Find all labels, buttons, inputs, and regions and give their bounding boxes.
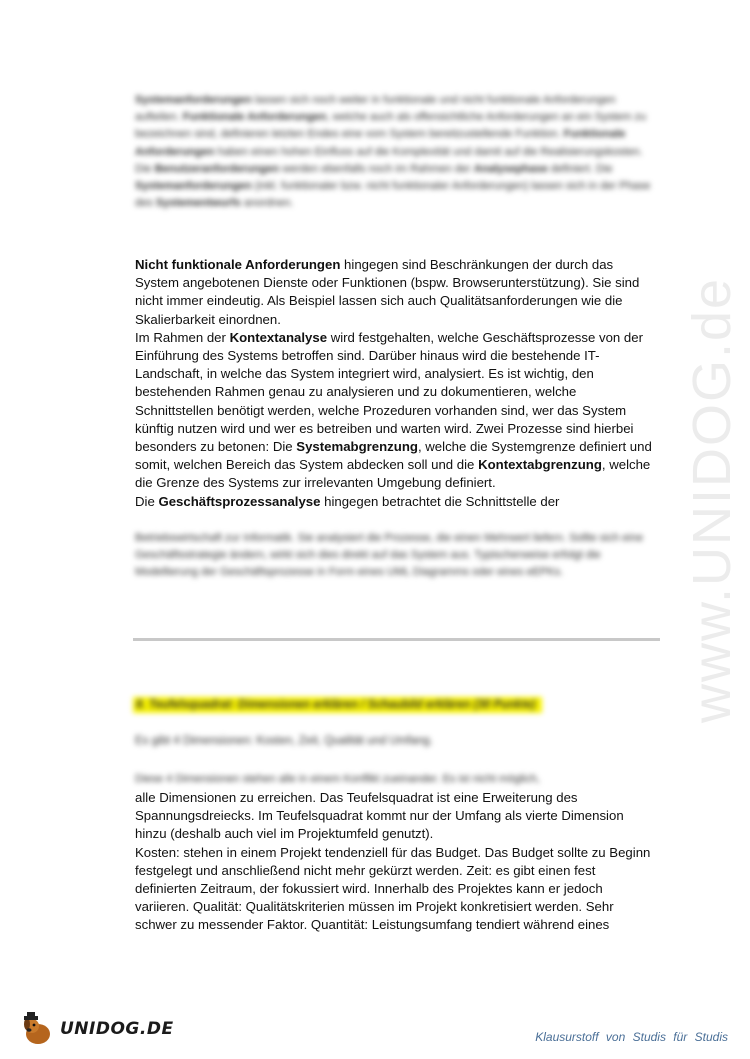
- paragraph: [135, 92, 655, 161]
- text: werden ebenfalls noch im Rahmen der: [279, 162, 474, 175]
- logo-text: UNIDOG.DE: [60, 1019, 174, 1039]
- blurred-line: Diese 4 Dimensionen stehen alle in einem Konflikt zueinander. Es ist nicht möglich,: [135, 773, 540, 785]
- text: Die: [135, 162, 155, 175]
- bold-term: Funktionale Anforderungen: [182, 111, 327, 124]
- section-divider: [133, 638, 660, 641]
- paragraph: [135, 161, 655, 213]
- bold-term: Analysephase: [473, 162, 548, 175]
- text: Die: [135, 493, 159, 509]
- bold-term: Nicht funktionale Anforderungen: [135, 257, 341, 272]
- bold-term: Kontextabgrenzung: [478, 457, 602, 473]
- text: Im Rahmen der: [135, 329, 230, 345]
- text: hingegen betrachtet die Schnittstelle der: [320, 493, 560, 509]
- footer-tagline: Klausurstoff von Studis für Studis: [535, 1030, 728, 1044]
- text: anordnen.: [240, 197, 294, 210]
- text: , welche die Grenze des Systems zur irrelevanten Umgebung definiert.: [135, 457, 651, 491]
- text: definiert. Die: [547, 162, 613, 175]
- answer-body: alle Dimensionen zu erreichen. Das Teufelsquadrat ist eine Erweiterung des Spannungsdreiecks. Im Teufelsquadrat kommt nur der Umfang als vierte Dimension hinzu (deshalb auch viel im Projektumfeld genutzt). Kosten: stehen in einem Projekt tendenziell für das Budget. Das Budget sollte zu Beginn festgelegt und anschließend nicht mehr gekürzt werden. Zeit: es gibt einen fest definierten Zeitraum, der fokussiert wird. Innerhalb des Projektes kann er jedoch variieren. Qualität: Qualitätskriterien müssen im Projekt konkretisiert werden. Sehr schwer zu messender Faktor. Quantität: Leistungsumfang tendiert während eines: [135, 790, 651, 933]
- watermark: www.UNIDOG.de: [682, 276, 742, 724]
- bold-term: Systemabgrenzung: [296, 439, 418, 455]
- dog-icon: [18, 1010, 56, 1048]
- text: wird festgehalten, welche Geschäftsprozesse von der Einführung des Systems betroffen sind. Darüber hinaus wird die bestehende IT-Landschaft, in welche das System integriert wird, analysiert. Es ist wichtig, den bestehenden Rahmen genau zu analysieren und zu dokumentieren, welche Schnittstellen benötigt werden, welche Prozeduren vorhanden sind, wer das System künftig nutzen wird und wer es betreiben und warten wird. Zwei Prozesse sind hierbei besonders zu betonen: Die: [135, 329, 643, 455]
- text: haben einen hohen Einfluss auf die Komplexität und damit auf die Realisierungskosten.: [214, 145, 643, 158]
- bold-term: Systementwurfs: [155, 197, 241, 210]
- text: , welche auch als offensichtliche Anforderungen an ein System zu bezeichnen sind, definieren letzten Endes eine vom System bereitzustellende Funktion.: [135, 111, 647, 141]
- text: (inkl. funktionaler bzw. nicht funktionaler Anforderungen) lassen sich in der Phase des: [135, 180, 651, 210]
- paragraph: [135, 329, 655, 493]
- paragraph: [135, 493, 655, 511]
- bold-term: Systemanforderungen: [135, 180, 252, 193]
- blurred-paragraphs-top: [135, 92, 655, 212]
- text: hingegen sind Beschränkungen der durch das System angebotenen Dienste oder Funktionen (bspw. Browserunterstützung). Sie sind nicht immer eindeutig. Als Beispiel lassen sich auch Qualitätsanforderungen wie die Skalierbarkeit einordnen.: [135, 257, 640, 327]
- bold-term: Benutzeranforderungen: [154, 162, 280, 175]
- question-heading: 8. Teufelsquadrat: Dimensionen erklären / Schaubild erklären (30 Punkte): [133, 697, 542, 713]
- text: , welche die Systemgrenze definiert und somit, welchen Bereich das System abdecken soll und die: [135, 439, 652, 473]
- blurred-paragraph-bottom: [135, 530, 655, 582]
- bold-term: Kontextanalyse: [229, 329, 328, 345]
- intro-line: Es gibt 4 Dimensionen: Kosten, Zeit, Qualität und Umfang.: [135, 735, 433, 747]
- bold-term: Funktionale Anforderungen: [135, 128, 626, 158]
- paragraph: Betriebswirtschaft zur Informatik. Sie analysiert die Prozesse, die einen Mehrwert liefern. Sollte sich eine Geschäftsstrategie ändern, wirkt sich dies direkt auf das System aus. Typischerweise erfolgt die Modellierung der Geschäftsprozesse in Form eines UML Diagramms oder eines eEPKs.: [135, 532, 644, 579]
- paragraph: [135, 256, 655, 329]
- unidog-logo[interactable]: [18, 1010, 174, 1048]
- text: lassen sich noch weiter in funktionale und nicht funktionale Anforderungen aufteilen.: [135, 94, 616, 124]
- bold-term: Systemanforderungen: [135, 94, 252, 106]
- clear-paragraphs: [135, 256, 655, 511]
- bold-term: Geschäftsprozessanalyse: [158, 493, 321, 509]
